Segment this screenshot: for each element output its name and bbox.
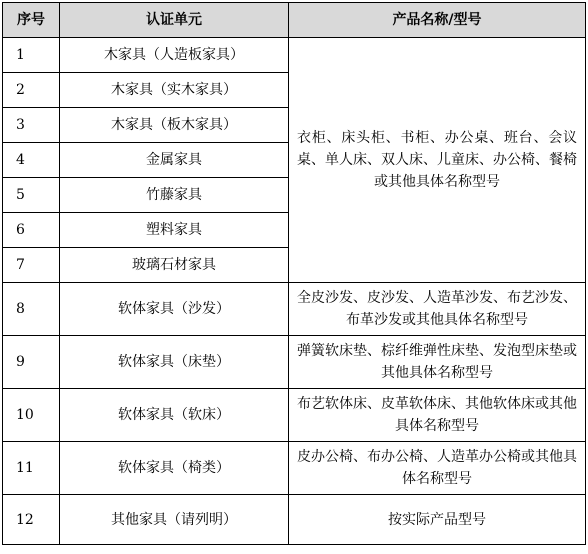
row-number: 12 (3, 495, 60, 545)
row-cert-unit: 塑料家具 (60, 213, 289, 248)
row-number: 8 (3, 283, 60, 336)
row-product: 弹簧软床垫、棕纤维弹性床垫、发泡型床垫或其他具体名称型号 (289, 336, 586, 389)
row-cert-unit: 软体家具（床垫） (60, 336, 289, 389)
row-number: 10 (3, 389, 60, 442)
row-product: 皮办公椅、布办公椅、人造革办公椅或其他具体名称型号 (289, 442, 586, 495)
row-number: 9 (3, 336, 60, 389)
row-cert-unit: 软体家具（沙发） (60, 283, 289, 336)
row-cert-unit: 竹藤家具 (60, 178, 289, 213)
table-row (3, 389, 586, 442)
table-header-row (3, 3, 586, 38)
row-number: 7 (3, 248, 60, 283)
table-row (3, 495, 586, 545)
header-number: 序号 (3, 3, 60, 38)
table-row (3, 283, 586, 336)
row-cert-unit: 其他家具（请列明） (60, 495, 289, 545)
row-product: 全皮沙发、皮沙发、人造革沙发、布艺沙发、布革沙发或其他具体名称型号 (289, 283, 586, 336)
row-number: 1 (3, 38, 60, 73)
table-row (3, 442, 586, 495)
row-product: 按实际产品型号 (289, 495, 586, 545)
row-number: 5 (3, 178, 60, 213)
row-cert-unit: 金属家具 (60, 143, 289, 178)
header-cert-unit: 认证单元 (60, 3, 289, 38)
row-cert-unit: 木家具（人造板家具） (60, 38, 289, 73)
certification-unit-table (2, 2, 586, 545)
row-number: 3 (3, 108, 60, 143)
table-row (3, 38, 586, 73)
table-row (3, 336, 586, 389)
row-number: 6 (3, 213, 60, 248)
row-cert-unit: 木家具（实木家具） (60, 73, 289, 108)
row-number: 11 (3, 442, 60, 495)
header-product: 产品名称/型号 (289, 3, 586, 38)
row-product: 布艺软体床、皮革软体床、其他软体床或其他具体名称型号 (289, 389, 586, 442)
row-cert-unit: 木家具（板木家具） (60, 108, 289, 143)
row-cert-unit: 软体家具（软床） (60, 389, 289, 442)
row-cert-unit: 玻璃石材家具 (60, 248, 289, 283)
row-cert-unit: 软体家具（椅类） (60, 442, 289, 495)
row-number: 4 (3, 143, 60, 178)
row-number: 2 (3, 73, 60, 108)
merged-product-cell: 衣柜、床头柜、书柜、办公桌、班台、会议桌、单人床、双人床、儿童床、办公椅、餐椅或其他具体名称型号 (289, 38, 586, 283)
